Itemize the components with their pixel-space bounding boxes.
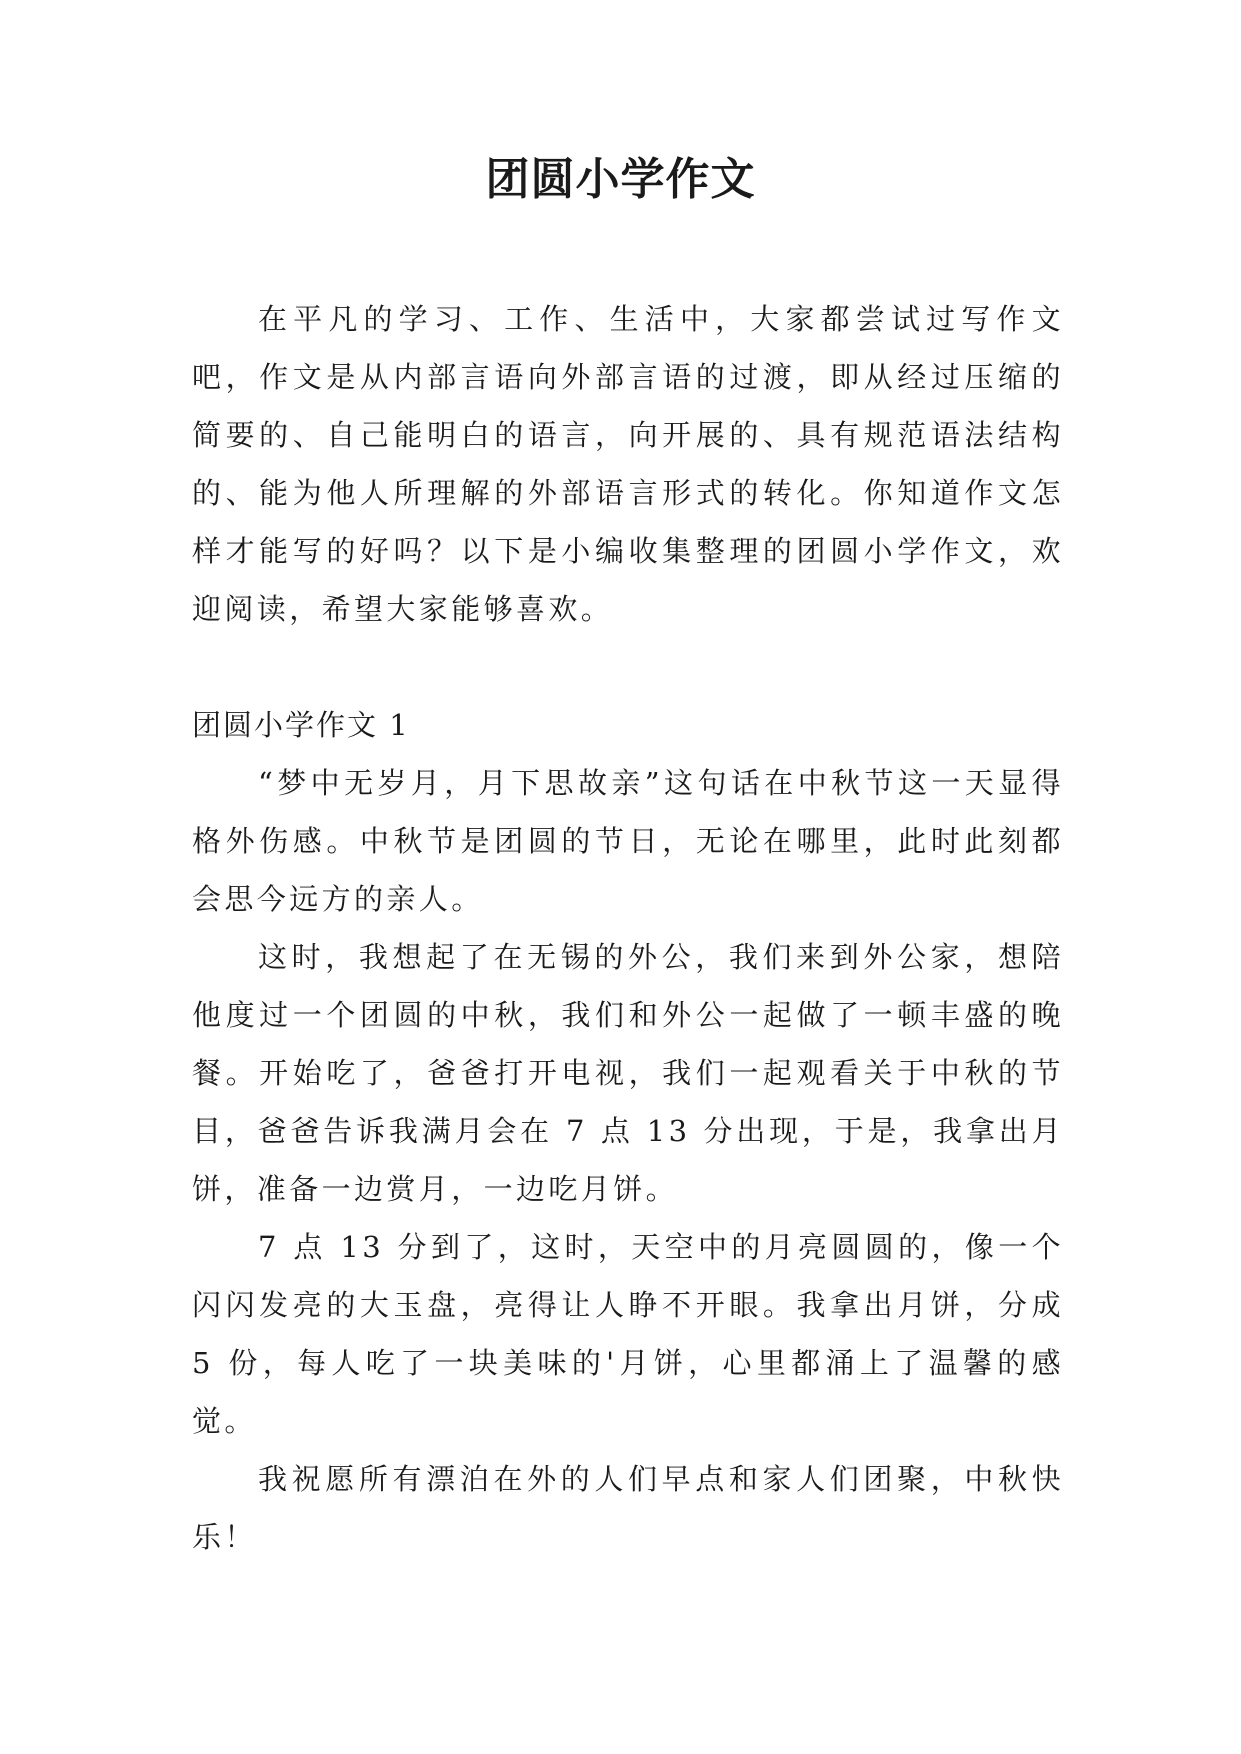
document-title: 团圆小学作文 — [485, 154, 756, 205]
intro-paragraph: 在平凡的学习、工作、生活中，大家都尝试过写作文吧，作文是从内部言语向外部言语的过渡，即从经过压缩的简要的、自己能明白的语言，向开展的、具有规范语法结构的、能为他人所理解的外部语言形式的转化。你知道作文怎样才能写的好吗？以下是小编收集整理的团圆小学作文，欢迎阅读，希望大家能够喜欢。 — [192, 302, 1064, 626]
body-paragraph: 7 点 13 分到了，这时，天空中的月亮圆圆的，像一个闪闪发亮的大玉盘，亮得让人睁不开眼。我拿出月饼，分成 5 份，每人吃了一块美味的'月饼，心里都涌上了温馨的感觉。 — [192, 1230, 1064, 1438]
body-paragraph: “梦中无岁月，月下思故亲”这句话在中秋节这一天显得格外伤感。中秋节是团圆的节日，无论在哪里，此时此刻都会思今远方的亲人。 — [192, 766, 1064, 916]
body-paragraph: 我祝愿所有漂泊在外的人们早点和家人们团聚，中秋快乐！ — [192, 1462, 1064, 1554]
section-gap — [192, 638, 1064, 696]
document-body — [192, 290, 1064, 1566]
body-paragraph: 这时，我想起了在无锡的外公，我们来到外公家，想陪他度过一个团圆的中秋，我们和外公一起做了一顿丰盛的晚餐。开始吃了，爸爸打开电视，我们一起观看关于中秋的节目，爸爸告诉我满月会在 7 点 13 分出现，于是，我拿出月饼，准备一边赏月，一边吃月饼。 — [192, 940, 1064, 1206]
section-heading: 团圆小学作文 1 — [192, 708, 410, 742]
